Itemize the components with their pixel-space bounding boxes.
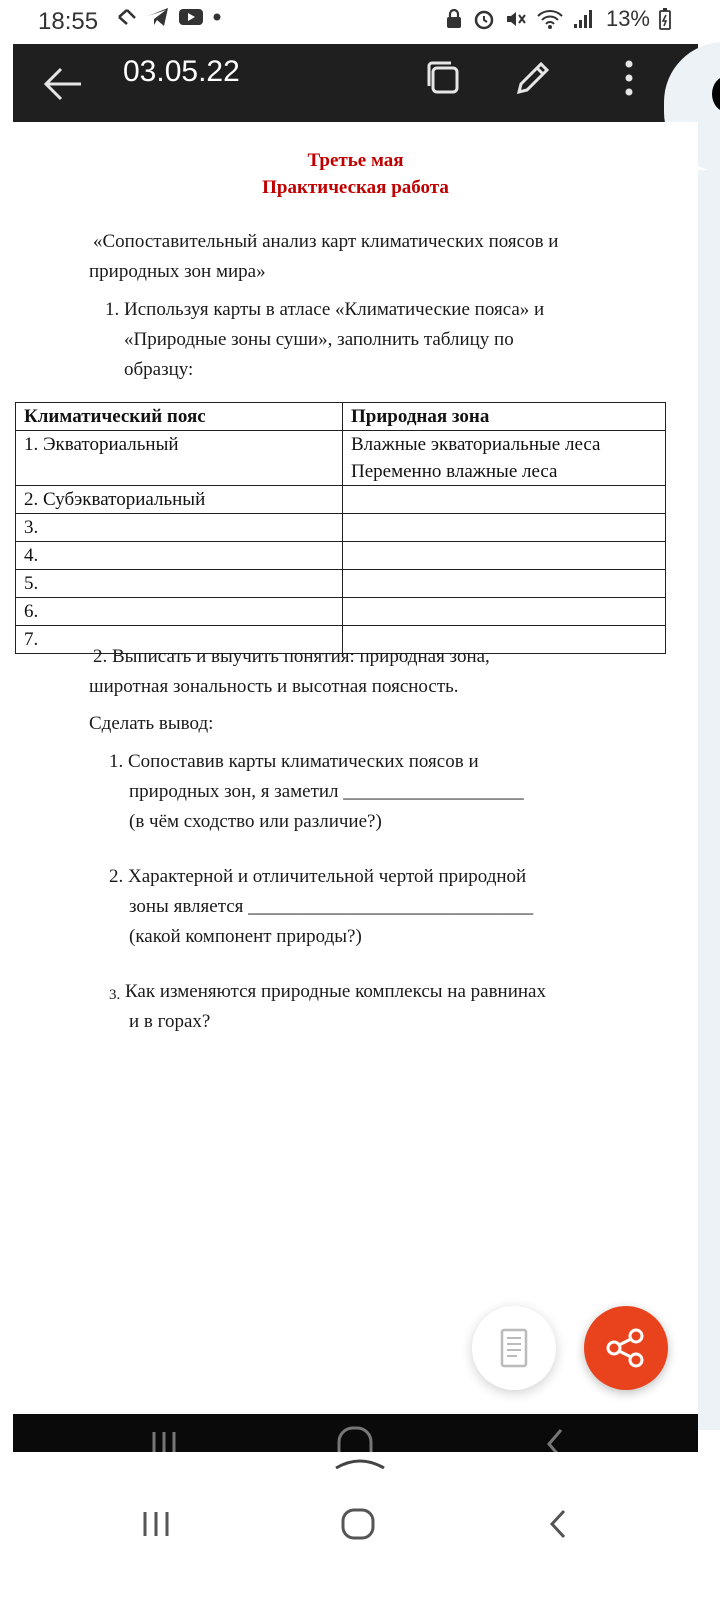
header-climate-belt: Климатический пояс: [16, 403, 343, 431]
task1-line-3: образцу:: [124, 359, 194, 380]
cell-line: Переменно влажные леса: [351, 461, 558, 482]
cell-line: 1. Экваториальный: [24, 434, 179, 455]
battery-percent: 13%: [605, 6, 650, 31]
back-button-icon[interactable]: [544, 1506, 572, 1542]
chevron-up-icon[interactable]: [332, 1454, 388, 1472]
table-row: [16, 570, 666, 598]
q2-line-2: зоны является ______________________________: [129, 896, 534, 917]
recent-apps-icon[interactable]: [140, 1508, 172, 1540]
task2-line-1: 2. Выписать и выучить понятия: природная зона,: [93, 646, 490, 667]
inner-nav-strip: [13, 1414, 698, 1452]
system-nav-bar: [0, 1452, 720, 1600]
cell-line: Влажные экваториальные леса: [351, 434, 601, 455]
table-row: [16, 542, 666, 570]
copy-icon[interactable]: [421, 56, 465, 100]
lock-icon: [444, 8, 464, 30]
status-bar: [0, 0, 720, 44]
page-title: 03.05.22: [123, 55, 240, 88]
alarm-icon: [472, 7, 496, 31]
table-cell: 4.: [16, 542, 343, 570]
wifi-icon: [536, 8, 564, 30]
battery-charging-icon: [658, 7, 672, 31]
status-time: 18:55: [38, 8, 99, 35]
table-cell: 6.: [16, 598, 343, 626]
table-cell: [343, 570, 666, 598]
table-row: [16, 598, 666, 626]
heading-date: Третье мая: [307, 150, 404, 171]
zones-table: [15, 402, 666, 654]
side-panel-edge: [698, 170, 720, 1430]
intro-line-1: «Сопоставительный анализ карт климатических поясов и: [93, 231, 559, 252]
q3-number: 3.: [109, 987, 121, 1003]
table-cell: [343, 514, 666, 542]
q3-line-2: и в горах?: [129, 1011, 211, 1032]
back-arrow-icon[interactable]: [41, 64, 85, 104]
q1-line-2: природных зон, я заметил ___________________: [129, 781, 524, 802]
conclusion-label: Сделать вывод:: [89, 713, 214, 734]
notification-icons: [116, 6, 222, 28]
table-header-row: [16, 403, 666, 431]
mute-icon: [504, 7, 528, 31]
table-cell: 5.: [16, 570, 343, 598]
share-icon: [584, 1306, 668, 1390]
home-button-icon[interactable]: [340, 1506, 376, 1542]
q3-line-1: Как изменяются природные комплексы на равнинах: [125, 981, 546, 1002]
table-cell: [16, 431, 343, 486]
home-icon: [335, 1424, 375, 1452]
table-cell: [343, 542, 666, 570]
heading-practical-work: Практическая работа: [262, 177, 449, 198]
telegram-icon: [146, 6, 170, 28]
q1-line-3: (в чём сходство или различие?): [129, 811, 382, 832]
q2-line-1: 2. Характерной и отличительной чертой природной: [109, 866, 527, 887]
edit-pencil-icon[interactable]: [511, 56, 555, 100]
document-icon: [472, 1306, 556, 1390]
q2-line-3: (какой компонент природы?): [129, 926, 362, 947]
task2-line-2: широтная зональность и высотная поясность.: [89, 676, 459, 697]
task1-line-2: «Природные зоны суши», заполнить таблицу по: [124, 329, 514, 350]
recents-icon: [149, 1428, 179, 1452]
system-icons: [444, 6, 672, 32]
more-options-icon[interactable]: [607, 56, 651, 100]
document-page: [13, 122, 698, 1414]
back-icon: [541, 1426, 571, 1452]
share-button[interactable]: [584, 1306, 668, 1390]
document-view-button[interactable]: [472, 1306, 556, 1390]
table-row: [16, 514, 666, 542]
table-cell: 7.: [16, 626, 343, 654]
task1-line-1: 1. Используя карты в атласе «Климатические пояса» и: [105, 299, 545, 320]
table-cell: [343, 486, 666, 514]
table-cell: 3.: [16, 514, 343, 542]
missed-call-icon: [116, 6, 138, 28]
table-cell: [343, 598, 666, 626]
signal-icon: [572, 8, 594, 30]
table-row: [16, 486, 666, 514]
table-row: [16, 431, 666, 486]
header-natural-zone: Природная зона: [343, 403, 666, 431]
app-bar: [13, 44, 698, 122]
intro-line-2: природных зон мира»: [89, 261, 266, 282]
table-cell: 2. Субэкваториальный: [16, 486, 343, 514]
youtube-icon: [178, 7, 204, 27]
dot-icon: [212, 12, 222, 22]
table-cell: [343, 431, 666, 486]
q1-line-1: 1. Сопоставив карты климатических поясов и: [109, 751, 479, 772]
